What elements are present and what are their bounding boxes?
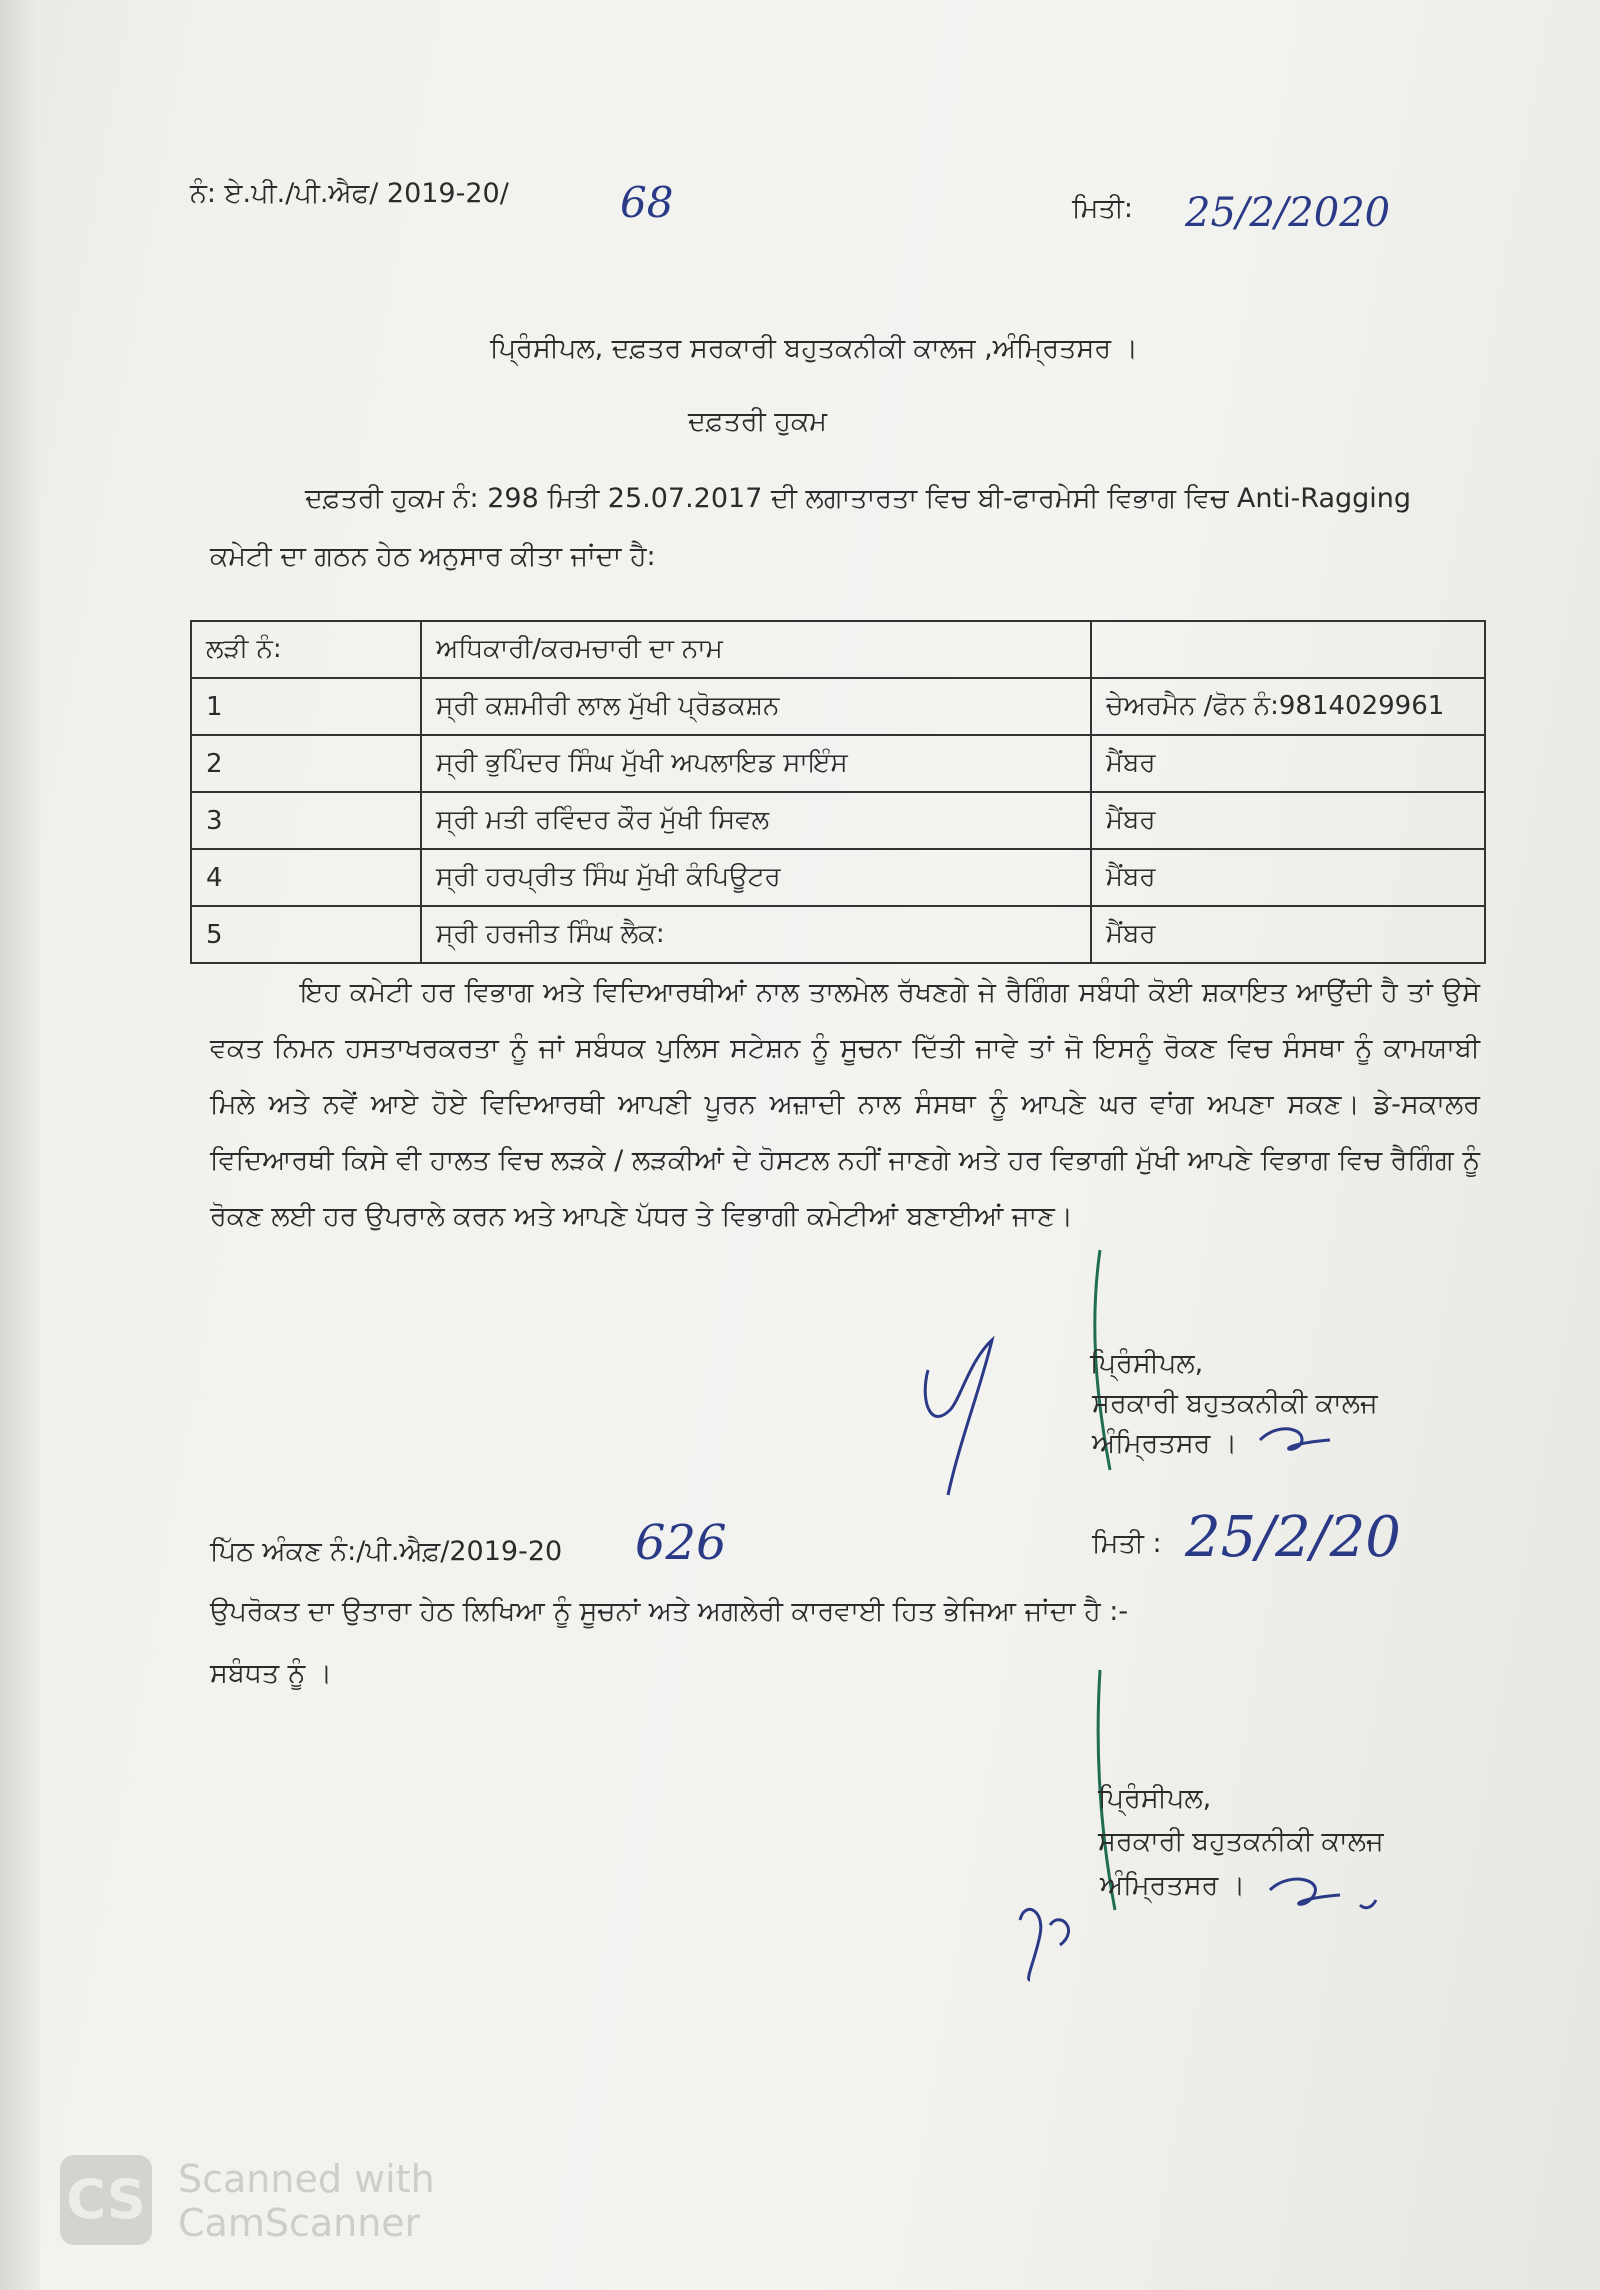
signature-2-college: ਸਰਕਾਰੀ ਬਹੁਤਕਨੀਕੀ ਕਾਲਜ (1098, 1826, 1384, 1857)
intro-line-2: ਕਮੇਟੀ ਦਾ ਗਠਨ ਹੇਠ ਅਨੁਸਾਰ ਕੀਤਾ ਜਾਂਦਾ ਹੈ: (210, 541, 656, 572)
signature-2-city: ਅੰਮ੍ਰਿਤਸਰ । (1100, 1870, 1246, 1901)
row-role: ਮੈਂਬਰ (1091, 792, 1485, 849)
handwritten-endorsement-number: 626 (635, 1515, 727, 1571)
handwritten-date: 25/2/2020 (1185, 190, 1391, 236)
watermark-line-1: Scanned with (178, 2157, 435, 2201)
header-serial: ਲੜੀ ਨੰ: (191, 621, 421, 678)
body-paragraph (210, 965, 1480, 1245)
endorsement-reference: ਪਿੱਠ ਅੰਕਣ ਨੰ:/ਪੀ.ਐਫ਼/2019-20 (210, 1536, 563, 1567)
office-title: ਪ੍ਰਿੰਸੀਪਲ, ਦਫ਼ਤਰ ਸਰਕਾਰੀ ਬਹੁਤਕਨੀਕੀ ਕਾਲਜ ,ਅੰਮ੍ਰਿਤਸਰ । (490, 333, 1138, 364)
page-fold-shadow (0, 0, 40, 2290)
header-role (1091, 621, 1485, 678)
signature-scribble-2 (1000, 1660, 1420, 1990)
signature-2-title: ਪ੍ਰਿੰਸੀਪਲ, (1098, 1783, 1212, 1814)
intro-text (210, 470, 1480, 586)
row-name: ਸ੍ਰੀ ਮਤੀ ਰਵਿੰਦਰ ਕੌਰ ਮੁੱਖੀ ਸਿਵਲ (421, 792, 1091, 849)
reference-number: ਨੰ: ਏ.ਪੀ./ਪੀ.ਐਫ/ 2019-20/ (190, 178, 509, 209)
row-serial: 3 (191, 792, 421, 849)
intro-line-1: ਦਫ਼ਤਰੀ ਹੁਕਮ ਨੰ: 298 ਮਿਤੀ 25.07.2017 ਦੀ ਲਗਾਤਾਰਤਾ ਵਿਚ ਬੀ-ਫਾਰਮੇਸੀ ਵਿਭਾਗ ਵਿਚ Anti-Ragging (305, 483, 1412, 514)
row-role: ਚੇਅਰਮੈਨ /ਫੋਨ ਨੰ:9814029961 (1091, 678, 1485, 735)
table-row (191, 906, 1485, 963)
table-row (191, 849, 1485, 906)
row-name: ਸ੍ਰੀ ਭੁਪਿੰਦਰ ਸਿੰਘ ਮੁੱਖੀ ਅਪਲਾਇਡ ਸਾਇੰਸ (421, 735, 1091, 792)
row-name: ਸ੍ਰੀ ਹਰਪ੍ਰੀਤ ਸਿੰਘ ਮੁੱਖੀ ਕੰਪਿਊਟਰ (421, 849, 1091, 906)
row-role: ਮੈਂਬਰ (1091, 735, 1485, 792)
watermark-line-2: CamScanner (178, 2201, 421, 2245)
table-row (191, 735, 1485, 792)
endorsement-line-1: ਉਪਰੋਕਤ ਦਾ ਉਤਾਰਾ ਹੇਠ ਲਿਖਿਆ ਨੂੰ ਸੂਚਨਾਂ ਅਤੇ ਅਗਲੇਰੀ ਕਾਰਵਾਈ ਹਿਤ ਭੇਜਿਆ ਜਾਂਦਾ ਹੈ :- (210, 1596, 1129, 1627)
row-serial: 2 (191, 735, 421, 792)
row-serial: 4 (191, 849, 421, 906)
handwritten-endorsement-date: 25/2/20 (1185, 1505, 1401, 1570)
committee-members-table (190, 620, 1486, 964)
endorsement-line-2: ਸਬੰਧਤ ਨੂੰ । (210, 1658, 333, 1689)
header-name: ਅਧਿਕਾਰੀ/ਕਰਮਚਾਰੀ ਦਾ ਨਾਮ (421, 621, 1091, 678)
body-paragraph-text: ਇਹ ਕਮੇਟੀ ਹਰ ਵਿਭਾਗ ਅਤੇ ਵਿਦਿਆਰਥੀਆਂ ਨਾਲ ਤਾਲਮੇਲ ਰੱਖਣਗੇ ਜੇ ਰੈਗਿੰਗ ਸਬੰਧੀ ਕੋਈ ਸ਼ਕਾਇਤ ਆਉਂਦੀ ਹੈ ਤਾਂ ਉਸੇ ਵਕਤ ਨਿਮਨ ਹਸਤਾਖਰਕਰਤਾ ਨੂੰ ਜਾਂ ਸਬੰਧਕ ਪੁਲਿਸ ਸਟੇਸ਼ਨ ਨੂੰ ਸੂਚਨਾ ਦਿੱਤੀ ਜਾਵੇ ਤਾਂ ਜੋ ਇਸਨੂੰ ਰੋਕਣ ਵਿਚ ਸੰਸਥਾ ਨੂੰ ਕਾਮਯਾਬੀ ਮਿਲੇ ਅਤੇ ਨਵੇਂ ਆਏ ਹੋਏ ਵਿਦਿਆਰਥੀ ਆਪਣੀ ਪੂਰਨ ਅਜ਼ਾਦੀ ਨਾਲ ਸੰਸਥਾ ਨੂੰ ਆਪਣੇ ਘਰ ਵਾਂਗ ਅਪਣਾ ਸਕਣ। ਡੇ-ਸਕਾਲਰ ਵਿਦਿਆਰਥੀ ਕਿਸੇ ਵੀ ਹਾਲਤ ਵਿਚ ਲੜਕੇ / ਲੜਕੀਆਂ ਦੇ ਹੋਸਟਲ ਨਹੀਂ ਜਾਣਗੇ ਅਤੇ ਹਰ ਵਿਭਾਗੀ ਮੁੱਖੀ ਆਪਣੇ ਵਿਭਾਗ ਵਿਚ ਰੈਗਿੰਗ ਨੂੰ ਰੋਕਣ ਲਈ ਹਰ ਉਪਰਾਲੇ ਕਰਨ ਅਤੇ ਆਪਣੇ ਪੱਧਰ ਤੇ ਵਿਭਾਗੀ ਕਮੇਟੀਆਂ ਬਣਾਈਆਂ ਜਾਣ। (210, 977, 1480, 1232)
endorsement-date-label: ਮਿਤੀ : (1092, 1528, 1162, 1559)
date-label: ਮਿਤੀ: (1072, 193, 1133, 224)
signature-1-title: ਪ੍ਰਿੰਸੀਪਲ, (1090, 1348, 1204, 1379)
row-serial: 1 (191, 678, 421, 735)
handwritten-reference-number: 68 (620, 178, 674, 227)
table-row (191, 678, 1485, 735)
signature-1-college: ਸਰਕਾਰੀ ਬਹੁਤਕਨੀਕੀ ਕਾਲਜ (1092, 1388, 1378, 1419)
table-header-row (191, 621, 1485, 678)
signature-1-city: ਅੰਮ੍ਰਿਤਸਰ । (1092, 1428, 1238, 1459)
row-role: ਮੈਂਬਰ (1091, 906, 1485, 963)
row-role: ਮੈਂਬਰ (1091, 849, 1485, 906)
table-row (191, 792, 1485, 849)
row-name: ਸ੍ਰੀ ਕਸ਼ਮੀਰੀ ਲਾਲ ਮੁੱਖੀ ਪ੍ਰੋਡਕਸ਼ਨ (421, 678, 1091, 735)
order-heading: ਦਫ਼ਤਰੀ ਹੁਕਮ (688, 406, 828, 437)
camscanner-watermark (60, 2155, 580, 2245)
camscanner-logo: CS (60, 2155, 152, 2245)
row-serial: 5 (191, 906, 421, 963)
row-name: ਸ੍ਰੀ ਹਰਜੀਤ ਸਿੰਘ ਲੈਕ: (421, 906, 1091, 963)
